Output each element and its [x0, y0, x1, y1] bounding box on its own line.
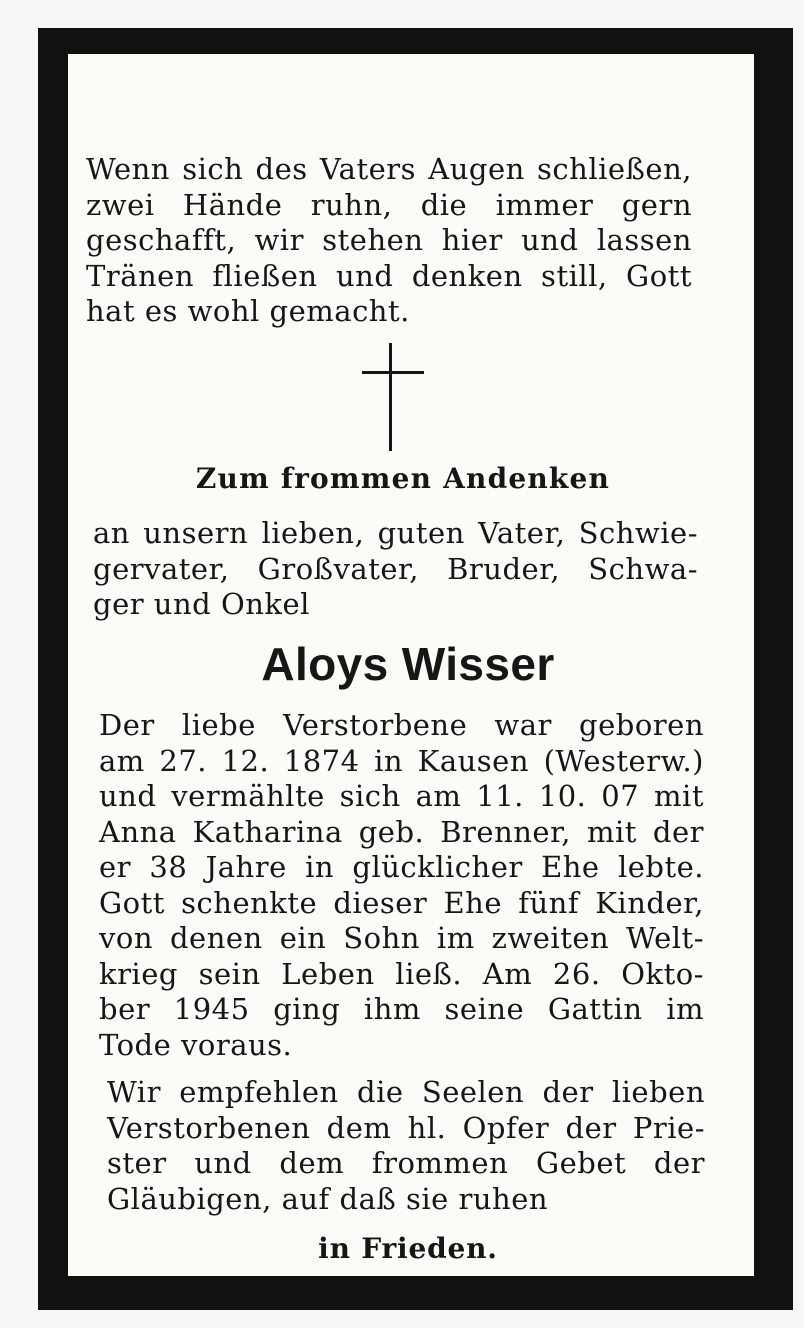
closing-prayer	[107, 1075, 705, 1217]
biography	[99, 708, 704, 1063]
biography-line: Der liebe Verstorbene war geboren	[99, 708, 704, 742]
biography-line: Tode voraus.	[99, 1027, 293, 1062]
biography-line: krieg sein Leben ließ. Am 26. Okto-	[99, 956, 704, 991]
final-phrase: in Frieden.	[318, 1232, 498, 1265]
biography-line: am 27. 12. 1874 in Kausen (Westerw.)	[99, 743, 704, 778]
poem-line: Tränen fließen und denken still, Gott	[86, 258, 692, 293]
biography-line: und vermählte sich am 11. 10. 07 mit	[99, 779, 704, 813]
poem	[86, 152, 692, 330]
cross-vertical-bar	[389, 343, 392, 451]
poem-line: geschafft, wir stehen hier und lassen	[86, 223, 692, 257]
biography-line: ber 1945 ging ihm seine Gattin im	[99, 992, 704, 1026]
closing-line: ster und dem frommen Gebet der	[107, 1146, 705, 1180]
closing-line: Wir empfehlen die Seelen der lieben	[107, 1075, 705, 1109]
biography-line: Gott schenkte dieser Ehe fünf Kinder,	[99, 885, 704, 920]
biography-line: von denen ein Sohn im zweiten Welt-	[99, 921, 704, 955]
poem-line: hat es wohl gemacht.	[86, 294, 410, 328]
biography-line: er 38 Jahre in glücklicher Ehe lebte.	[99, 850, 704, 884]
memorial-heading: Zum frommen Andenken	[195, 462, 611, 495]
memorial-card	[68, 54, 754, 1276]
closing-line: Verstorbenen dem hl. Opfer der Prie-	[107, 1110, 705, 1145]
deceased-name: Aloys Wisser	[261, 638, 555, 690]
cross-horizontal-bar	[362, 371, 424, 374]
dedication-line: ger und Onkel	[93, 587, 310, 621]
dedication-line: an unsern lieben, guten Vater, Schwie-	[93, 516, 698, 550]
dedication-line: gervater, Großvater, Bruder, Schwa-	[93, 551, 698, 586]
mourning-border	[38, 28, 793, 1310]
dedication	[93, 516, 698, 623]
poem-line: Wenn sich des Vaters Augen schließen,	[86, 152, 692, 186]
cross-icon	[362, 343, 424, 451]
poem-line: zwei Hände ruhn, die immer gern	[86, 187, 692, 222]
biography-line: Anna Katharina geb. Brenner, mit der	[99, 814, 704, 849]
closing-line: Gläubigen, auf daß sie ruhen	[107, 1181, 549, 1216]
